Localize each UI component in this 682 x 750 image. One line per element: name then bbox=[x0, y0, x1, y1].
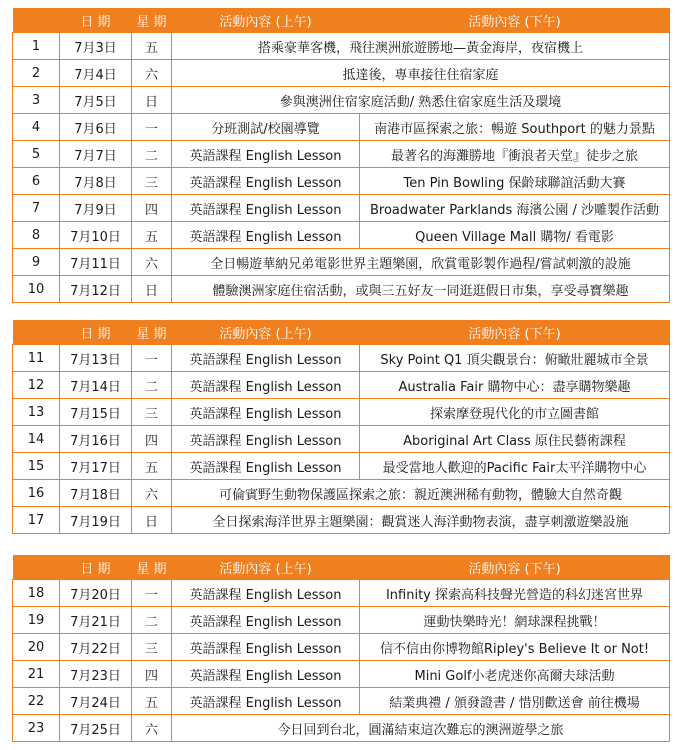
day-weekday: 四 bbox=[132, 661, 172, 688]
day-weekday: 二 bbox=[132, 607, 172, 634]
day-date: 7月18日 bbox=[60, 480, 132, 507]
afternoon-activity: Ten Pin Bowling 保齡球聯誼活動大賽 bbox=[360, 168, 670, 195]
morning-activity: 英語課程 English Lesson bbox=[172, 634, 360, 661]
header-date: 日 期 bbox=[60, 555, 132, 580]
table-row bbox=[13, 634, 670, 661]
morning-activity: 英語課程 English Lesson bbox=[172, 453, 360, 480]
header-weekday: 星 期 bbox=[132, 555, 172, 580]
day-weekday: 一 bbox=[132, 580, 172, 607]
table-row bbox=[13, 249, 670, 276]
day-number: 20 bbox=[13, 634, 60, 661]
day-number: 15 bbox=[13, 453, 60, 480]
day-weekday: 二 bbox=[132, 372, 172, 399]
day-weekday: 四 bbox=[132, 426, 172, 453]
afternoon-activity: 運動快樂時光！網球課程挑戰！ bbox=[360, 607, 670, 634]
day-weekday: 一 bbox=[132, 114, 172, 141]
table-row bbox=[13, 195, 670, 222]
morning-activity: 英語課程 English Lesson bbox=[172, 222, 360, 249]
day-date: 7月11日 bbox=[60, 249, 132, 276]
morning-activity: 英語課程 English Lesson bbox=[172, 426, 360, 453]
day-date: 7月6日 bbox=[60, 114, 132, 141]
header-afternoon-activity: 活動內容 (下午) bbox=[360, 320, 670, 345]
day-weekday: 三 bbox=[132, 399, 172, 426]
day-date: 7月15日 bbox=[60, 399, 132, 426]
day-number: 14 bbox=[13, 426, 60, 453]
afternoon-activity: Sky Point Q1 頂尖觀景台：俯瞰壯麗城市全景 bbox=[360, 345, 670, 372]
day-number: 23 bbox=[13, 715, 60, 742]
morning-activity: 英語課程 English Lesson bbox=[172, 607, 360, 634]
day-date: 7月4日 bbox=[60, 60, 132, 87]
afternoon-activity: 最受當地人歡迎的Pacific Fair太平洋購物中心 bbox=[360, 453, 670, 480]
table-row bbox=[13, 607, 670, 634]
table-row bbox=[13, 688, 670, 715]
day-number: 6 bbox=[13, 168, 60, 195]
day-weekday: 日 bbox=[132, 276, 172, 303]
itinerary-table-week-2 bbox=[12, 320, 670, 534]
full-day-activity: 體驗澳洲家庭住宿活動，或與三五好友一同逛逛假日市集，享受尋寶樂趣 bbox=[172, 276, 670, 303]
day-number: 19 bbox=[13, 607, 60, 634]
itinerary-table-week-1 bbox=[12, 8, 670, 303]
table-row bbox=[13, 426, 670, 453]
day-weekday: 一 bbox=[132, 345, 172, 372]
day-weekday: 五 bbox=[132, 688, 172, 715]
day-number: 16 bbox=[13, 480, 60, 507]
morning-activity: 英語課程 English Lesson bbox=[172, 168, 360, 195]
day-date: 7月24日 bbox=[60, 688, 132, 715]
day-date: 7月13日 bbox=[60, 345, 132, 372]
day-number: 9 bbox=[13, 249, 60, 276]
day-date: 7月16日 bbox=[60, 426, 132, 453]
afternoon-activity: Queen Village Mall 購物/ 看電影 bbox=[360, 222, 670, 249]
table-row bbox=[13, 580, 670, 607]
itinerary-table-week-3 bbox=[12, 555, 670, 742]
day-number: 22 bbox=[13, 688, 60, 715]
header-date: 日 期 bbox=[60, 320, 132, 345]
afternoon-activity: Aboriginal Art Class 原住民藝術課程 bbox=[360, 426, 670, 453]
afternoon-activity: Infinity 探索高科技聲光營造的科幻迷宮世界 bbox=[360, 580, 670, 607]
table-row bbox=[13, 222, 670, 249]
day-date: 7月5日 bbox=[60, 87, 132, 114]
morning-activity: 英語課程 English Lesson bbox=[172, 688, 360, 715]
table-row bbox=[13, 276, 670, 303]
header-number bbox=[13, 8, 60, 33]
table-row bbox=[13, 661, 670, 688]
day-date: 7月25日 bbox=[60, 715, 132, 742]
day-weekday: 六 bbox=[132, 715, 172, 742]
day-number: 11 bbox=[13, 345, 60, 372]
full-day-activity: 今日回到台北，圓滿結束這次難忘的澳洲遊學之旅 bbox=[172, 715, 670, 742]
morning-activity: 英語課程 English Lesson bbox=[172, 661, 360, 688]
morning-activity: 英語課程 English Lesson bbox=[172, 345, 360, 372]
morning-activity: 英語課程 English Lesson bbox=[172, 399, 360, 426]
header-row bbox=[13, 8, 670, 33]
day-date: 7月21日 bbox=[60, 607, 132, 634]
table-row bbox=[13, 372, 670, 399]
day-weekday: 六 bbox=[132, 249, 172, 276]
day-date: 7月22日 bbox=[60, 634, 132, 661]
table-row bbox=[13, 453, 670, 480]
full-day-activity: 可倫賓野生動物保護區探索之旅：親近澳洲稀有動物，體驗大自然奇觀 bbox=[172, 480, 670, 507]
day-number: 2 bbox=[13, 60, 60, 87]
day-weekday: 五 bbox=[132, 222, 172, 249]
day-weekday: 四 bbox=[132, 195, 172, 222]
header-weekday: 星 期 bbox=[132, 8, 172, 33]
day-date: 7月8日 bbox=[60, 168, 132, 195]
table-row bbox=[13, 87, 670, 114]
day-date: 7月20日 bbox=[60, 580, 132, 607]
table-row bbox=[13, 114, 670, 141]
day-number: 18 bbox=[13, 580, 60, 607]
day-weekday: 六 bbox=[132, 60, 172, 87]
morning-activity: 分班測試/校園導覽 bbox=[172, 114, 360, 141]
morning-activity: 英語課程 English Lesson bbox=[172, 372, 360, 399]
afternoon-activity: Mini Golf小老虎迷你高爾夫球活動 bbox=[360, 661, 670, 688]
day-weekday: 日 bbox=[132, 507, 172, 534]
full-day-activity: 參與澳洲住宿家庭活動/ 熟悉住宿家庭生活及環境 bbox=[172, 87, 670, 114]
day-weekday: 日 bbox=[132, 87, 172, 114]
full-day-activity: 全日探索海洋世界主題樂園：觀賞迷人海洋動物表演，盡享刺激遊樂設施 bbox=[172, 507, 670, 534]
day-number: 3 bbox=[13, 87, 60, 114]
table-row bbox=[13, 480, 670, 507]
day-date: 7月3日 bbox=[60, 33, 132, 60]
day-date: 7月17日 bbox=[60, 453, 132, 480]
table-row bbox=[13, 399, 670, 426]
afternoon-activity: 信不信由你博物館Ripley's Believe It or Not! bbox=[360, 634, 670, 661]
day-weekday: 六 bbox=[132, 480, 172, 507]
table-row bbox=[13, 33, 670, 60]
day-number: 8 bbox=[13, 222, 60, 249]
table-row bbox=[13, 345, 670, 372]
header-number bbox=[13, 555, 60, 580]
afternoon-activity: 結業典禮 / 頒發證書 / 惜別歡送會 前往機場 bbox=[360, 688, 670, 715]
header-row bbox=[13, 555, 670, 580]
day-number: 10 bbox=[13, 276, 60, 303]
afternoon-activity: 最著名的海灘勝地『衝浪者天堂』徒步之旅 bbox=[360, 141, 670, 168]
table-row bbox=[13, 715, 670, 742]
header-morning-activity: 活動內容 (上午) bbox=[172, 320, 360, 345]
day-weekday: 二 bbox=[132, 141, 172, 168]
header-morning-activity: 活動內容 (上午) bbox=[172, 555, 360, 580]
full-day-activity: 搭乘豪華客機，飛往澳洲旅遊勝地—黃金海岸，夜宿機上 bbox=[172, 33, 670, 60]
afternoon-activity: 探索摩登現代化的市立圖書館 bbox=[360, 399, 670, 426]
day-date: 7月10日 bbox=[60, 222, 132, 249]
table-row bbox=[13, 60, 670, 87]
day-date: 7月9日 bbox=[60, 195, 132, 222]
table-row bbox=[13, 141, 670, 168]
header-date: 日 期 bbox=[60, 8, 132, 33]
day-number: 1 bbox=[13, 33, 60, 60]
day-date: 7月12日 bbox=[60, 276, 132, 303]
day-number: 4 bbox=[13, 114, 60, 141]
day-number: 17 bbox=[13, 507, 60, 534]
day-number: 5 bbox=[13, 141, 60, 168]
table-row bbox=[13, 168, 670, 195]
header-afternoon-activity: 活動內容 (下午) bbox=[360, 555, 670, 580]
afternoon-activity: Australia Fair 購物中心：盡享購物樂趣 bbox=[360, 372, 670, 399]
day-number: 21 bbox=[13, 661, 60, 688]
day-weekday: 三 bbox=[132, 634, 172, 661]
table-row bbox=[13, 507, 670, 534]
day-weekday: 五 bbox=[132, 453, 172, 480]
header-weekday: 星 期 bbox=[132, 320, 172, 345]
day-date: 7月14日 bbox=[60, 372, 132, 399]
day-date: 7月19日 bbox=[60, 507, 132, 534]
day-number: 7 bbox=[13, 195, 60, 222]
morning-activity: 英語課程 English Lesson bbox=[172, 195, 360, 222]
day-date: 7月23日 bbox=[60, 661, 132, 688]
morning-activity: 英語課程 English Lesson bbox=[172, 580, 360, 607]
full-day-activity: 全日暢遊華納兄弟電影世界主題樂園，欣賞電影製作過程/嘗試刺激的設施 bbox=[172, 249, 670, 276]
header-row bbox=[13, 320, 670, 345]
day-weekday: 三 bbox=[132, 168, 172, 195]
header-morning-activity: 活動內容 (上午) bbox=[172, 8, 360, 33]
header-number bbox=[13, 320, 60, 345]
day-number: 13 bbox=[13, 399, 60, 426]
full-day-activity: 抵達後，專車接往住宿家庭 bbox=[172, 60, 670, 87]
header-afternoon-activity: 活動內容 (下午) bbox=[360, 8, 670, 33]
morning-activity: 英語課程 English Lesson bbox=[172, 141, 360, 168]
afternoon-activity: 南港市區探索之旅：暢遊 Southport 的魅力景點 bbox=[360, 114, 670, 141]
day-weekday: 五 bbox=[132, 33, 172, 60]
afternoon-activity: Broadwater Parklands 海濱公園 / 沙雕製作活動 bbox=[360, 195, 670, 222]
day-number: 12 bbox=[13, 372, 60, 399]
day-date: 7月7日 bbox=[60, 141, 132, 168]
